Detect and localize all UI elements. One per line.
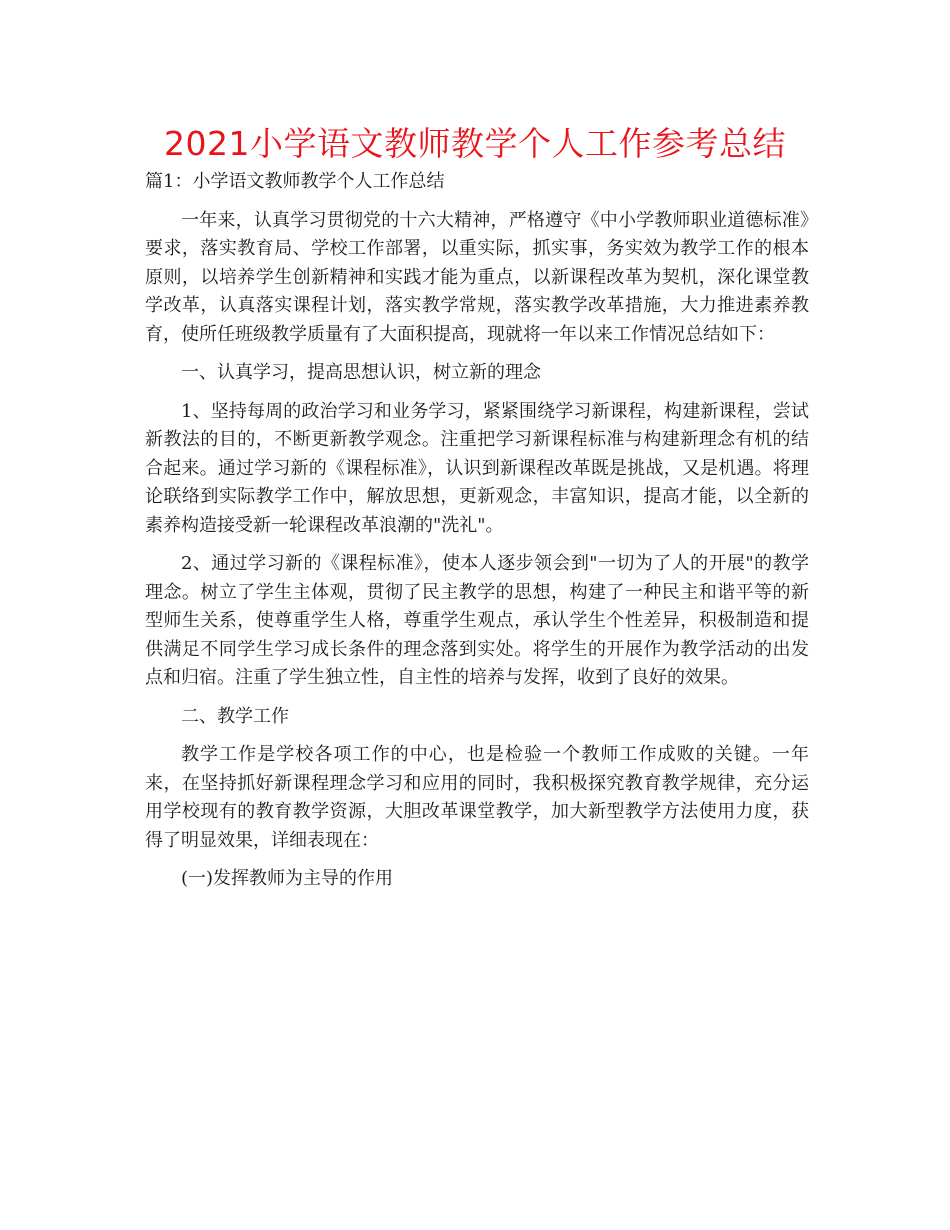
subheading-one: (一)发挥教师为主导的作用 <box>181 868 394 889</box>
paragraph-teaching: 教学工作是学校各项工作的中心，也是检验一个教师工作成败的关键。一年来，在坚持抓好新课程理念学习和应用的同时，我积极探究教育教学规律，充分运用学校现有的教育教学资源，大胆改革课堂教学，加大新型教学方法使用力度，获得了明显效果，详细表现在： <box>145 744 809 851</box>
heading-one: 一、认真学习，提高思想认识，树立新的理念 <box>181 362 541 383</box>
section-label: 篇1：小学语文教师教学个人工作总结 <box>145 171 445 192</box>
heading-two: 二、教学工作 <box>181 705 289 727</box>
document-body <box>145 168 809 904</box>
paragraph-point-2: 2、通过学习新的《课程标准》，使本人逐步领会到"一切为了人的开展"的教学理念。树立了学生主体观，贯彻了民主教学的思想，构建了一种民主和谐平等的新型师生关系，使尊重学生人格，尊重学生观点，承认学生个性差异，积极制造和提供满足不同学生学习成长条件的理念落到实处。将学生的开展作为教学活动的出发点和归宿。注重了学生独立性，自主性的培养与发挥，收到了良好的效果。 <box>145 553 809 688</box>
document-title: 2021小学语文教师教学个人工作参考总结 <box>164 124 786 163</box>
paragraph-intro: 一年来，认真学习贯彻党的十六大精神，严格遵守《中小学教师职业道德标准》要求，落实教育局、学校工作部署，以重实际，抓实事，务实效为教学工作的根本原则，以培养学生创新精神和实践才能为重点，以新课程改革为契机，深化课堂教学改革，认真落实课程计划，落实教学常规，落实教学改革措施，大力推进素养教育，使所任班级教学质量有了大面积提高，现就将一年以来工作情况总结如下： <box>145 209 809 345</box>
paragraph-point-1: 1、坚持每周的政治学习和业务学习，紧紧围绕学习新课程，构建新课程，尝试新教法的目的，不断更新教学观念。注重把学习新课程标准与构建新理念有机的结合起来。通过学习新的《课程标准》，认识到新课程改革既是挑战，又是机遇。将理论联络到实际教学工作中，解放思想，更新观念，丰富知识，提高才能，以全新的素养构造接受新一轮课程改革浪潮的"洗礼"。 <box>145 400 809 536</box>
